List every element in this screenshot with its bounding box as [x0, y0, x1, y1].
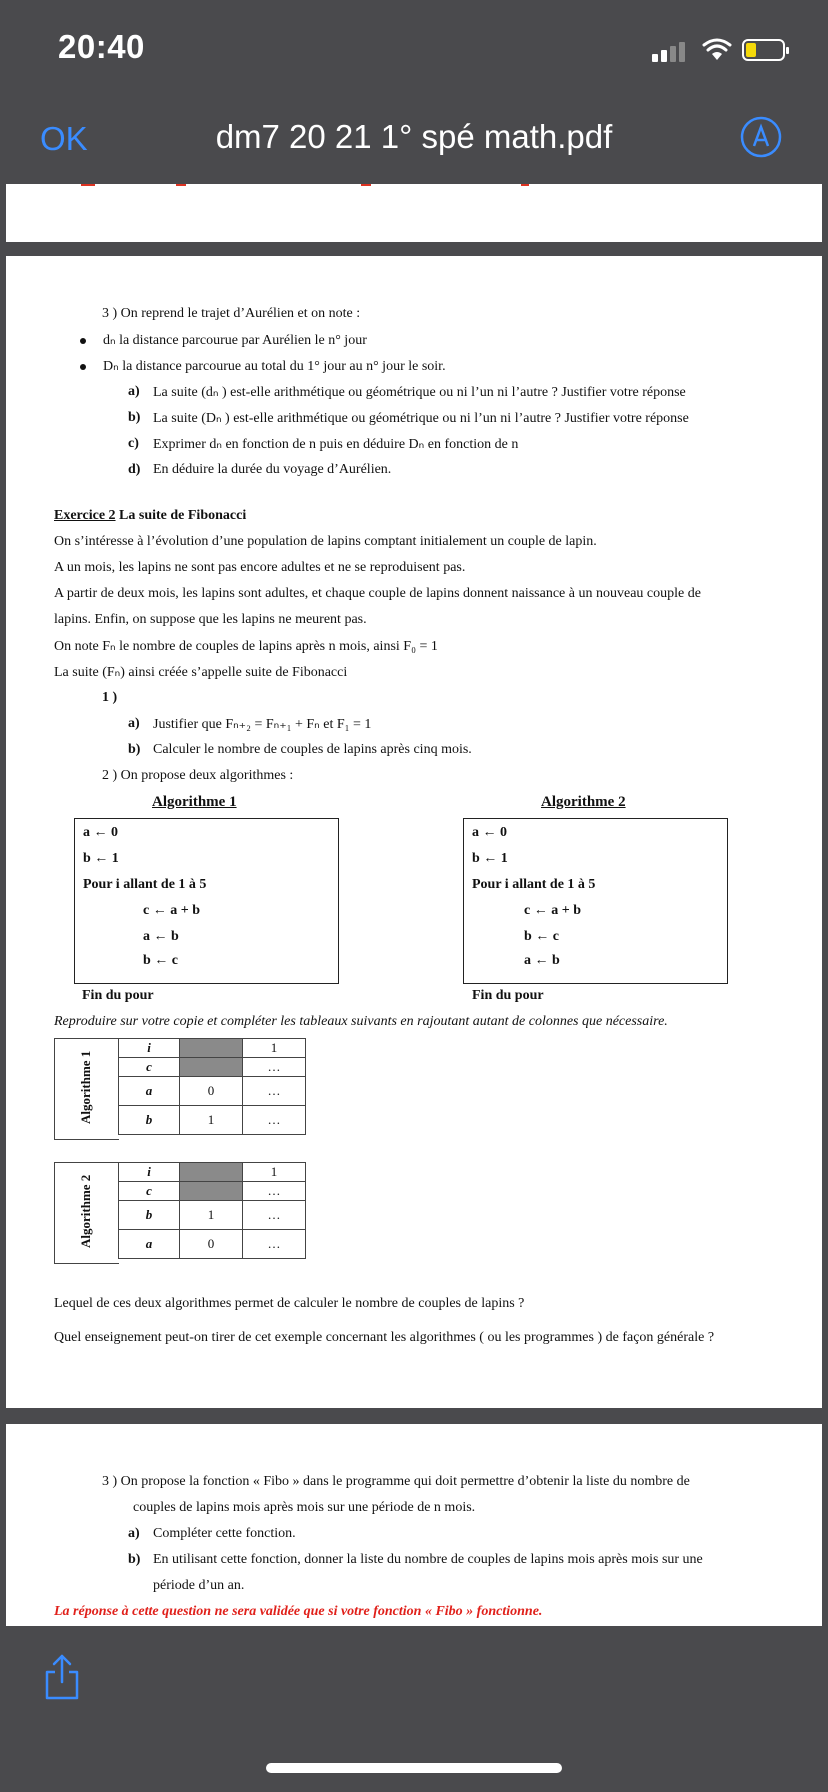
item-text: La suite (Dₙ ) est-elle arithmétique ou géométrique ou ni l’un ni l’autre ? Justifier votre réponse [153, 411, 689, 426]
algorithm-1-box [74, 818, 339, 984]
algo-line: b ← 1 [472, 851, 508, 866]
bullet [80, 338, 86, 344]
paragraph: A un mois, les lapins ne sont pas encore adultes et ne se reproduisent pas. [54, 560, 466, 575]
ok-button[interactable]: OK [40, 120, 88, 157]
table-row: i 1 [119, 1163, 306, 1182]
bullet-text: Dₙ la distance parcourue au total du 1° jour au n° jour le soir. [103, 359, 446, 374]
table-row: b 1 … [119, 1106, 306, 1135]
document-title: dm7 20 21 1° spé math.pdf [215, 118, 613, 155]
bullet [80, 364, 86, 370]
algo-line: Pour i allant de 1 à 5 [83, 877, 207, 892]
algo-line: a ← b [524, 953, 560, 968]
exercise-heading [54, 508, 246, 524]
status-time: 20:40 [58, 28, 145, 65]
table-1 [118, 1038, 306, 1135]
table-row: b 1 … [119, 1201, 306, 1230]
item-text: période d’un an. [153, 1578, 245, 1593]
algo-line: a ← 0 [472, 825, 507, 840]
paragraph: On note Fₙ le nombre de couples de lapins après n mois, ainsi F₀ = 1 [54, 639, 438, 654]
status-bar [0, 0, 828, 100]
question-text: Lequel de ces deux algorithmes permet de calculer le nombre de couples de lapins ? [54, 1296, 525, 1311]
algo-line: a ← 0 [83, 825, 118, 840]
table-row: c … [119, 1182, 306, 1201]
question-2-intro: 2 ) On propose deux algorithmes : [102, 768, 294, 783]
algo-line: a ← b [143, 929, 179, 944]
algorithm-1-title: Algorithme 1 [152, 794, 237, 810]
pdf-page-1 [6, 184, 822, 242]
paragraph: A partir de deux mois, les lapins sont adultes, et chaque couple de lapins donnent naissance à un nouveau couple de [54, 586, 701, 601]
bullet-text: dₙ la distance parcourue par Aurélien le n° jour [103, 333, 367, 348]
battery-icon [742, 38, 790, 62]
red-mark [521, 184, 529, 186]
item-letter: a) [128, 384, 140, 399]
item-letter: c) [128, 436, 139, 451]
item-text: Compléter cette fonction. [153, 1526, 296, 1541]
exercise-title: La suite de Fibonacci [119, 508, 247, 523]
item-text: En utilisant cette fonction, donner la liste du nombre de couples de lapins mois après mois sur une [153, 1552, 703, 1567]
algo-line: Pour i allant de 1 à 5 [472, 877, 596, 892]
item-letter: b) [128, 1552, 141, 1567]
algo-end-line: Fin du pour [82, 988, 154, 1003]
table-1-label: Algorithme 1 [78, 1050, 93, 1124]
paragraph: lapins. Enfin, on suppose que les lapins ne meurent pas. [54, 612, 367, 627]
item-text: Justifier que Fₙ₊₂ = Fₙ₊₁ + Fₙ et F₁ = 1 [153, 717, 372, 732]
paragraph: 3 ) On propose la fonction « Fibo » dans le programme qui doit permettre d’obtenir la liste du nombre de [102, 1474, 690, 1489]
algo-end-line: Fin du pour [472, 988, 544, 1003]
item-letter: a) [128, 716, 140, 731]
algorithm-2-title: Algorithme 2 [541, 794, 626, 810]
algorithm-2-box [463, 818, 728, 984]
question-3-intro: 3 ) On reprend le trajet d’Aurélien et on note : [102, 306, 361, 321]
table-2 [118, 1162, 306, 1259]
signal-icon [652, 40, 692, 62]
markup-icon[interactable] [740, 116, 782, 158]
paragraph: On s’intéresse à l’évolution d’une population de lapins comptant initialement un couple de lapin. [54, 534, 597, 549]
algo-line: b ← c [143, 953, 178, 968]
item-letter: b) [128, 742, 141, 757]
table-row: a 0 … [119, 1077, 306, 1106]
table-row: c … [119, 1058, 306, 1077]
question-1-label: 1 ) [102, 690, 118, 705]
algo-line: c ← a + b [143, 903, 200, 918]
red-mark [176, 184, 186, 186]
home-indicator[interactable] [266, 1763, 562, 1773]
item-letter: b) [128, 410, 141, 425]
wifi-icon [702, 38, 732, 62]
red-mark [361, 184, 371, 186]
table-row: a 0 … [119, 1230, 306, 1259]
item-text: Exprimer dₙ en fonction de n puis en déduire Dₙ en fonction de n [153, 437, 519, 452]
item-text: Calculer le nombre de couples de lapins après cinq mois. [153, 742, 472, 757]
paragraph: La suite (Fₙ) ainsi créée s’appelle suite de Fibonacci [54, 665, 348, 680]
instruction-text: Reproduire sur votre copie et compléter les tableaux suivants en rajoutant autant de colonnes que nécessaire. [54, 1014, 668, 1029]
exercise-number: Exercice 2 [54, 508, 116, 523]
pdf-page-2 [6, 256, 822, 1408]
table-2-label: Algorithme 2 [78, 1174, 93, 1248]
share-icon[interactable] [42, 1652, 82, 1702]
item-letter: a) [128, 1526, 140, 1541]
item-text: La suite (dₙ ) est-elle arithmétique ou géométrique ou ni l’un ni l’autre ? Justifier votre réponse [153, 385, 686, 400]
paragraph: couples de lapins mois après mois sur une période de n mois. [133, 1500, 476, 1515]
red-note: La réponse à cette question ne sera validée que si votre fonction « Fibo » fonctionne. [54, 1604, 543, 1619]
red-mark [81, 184, 95, 186]
item-letter: d) [128, 462, 141, 477]
algo-line: c ← a + b [524, 903, 581, 918]
item-text: En déduire la durée du voyage d’Aurélien. [153, 462, 392, 477]
table-row: i 1 [119, 1039, 306, 1058]
pdf-page-3 [6, 1424, 822, 1626]
question-text: Quel enseignement peut-on tirer de cet exemple concernant les algorithmes ( ou les programmes ) de façon générale ? [54, 1330, 715, 1345]
algo-line: b ← 1 [83, 851, 119, 866]
algo-line: b ← c [524, 929, 559, 944]
